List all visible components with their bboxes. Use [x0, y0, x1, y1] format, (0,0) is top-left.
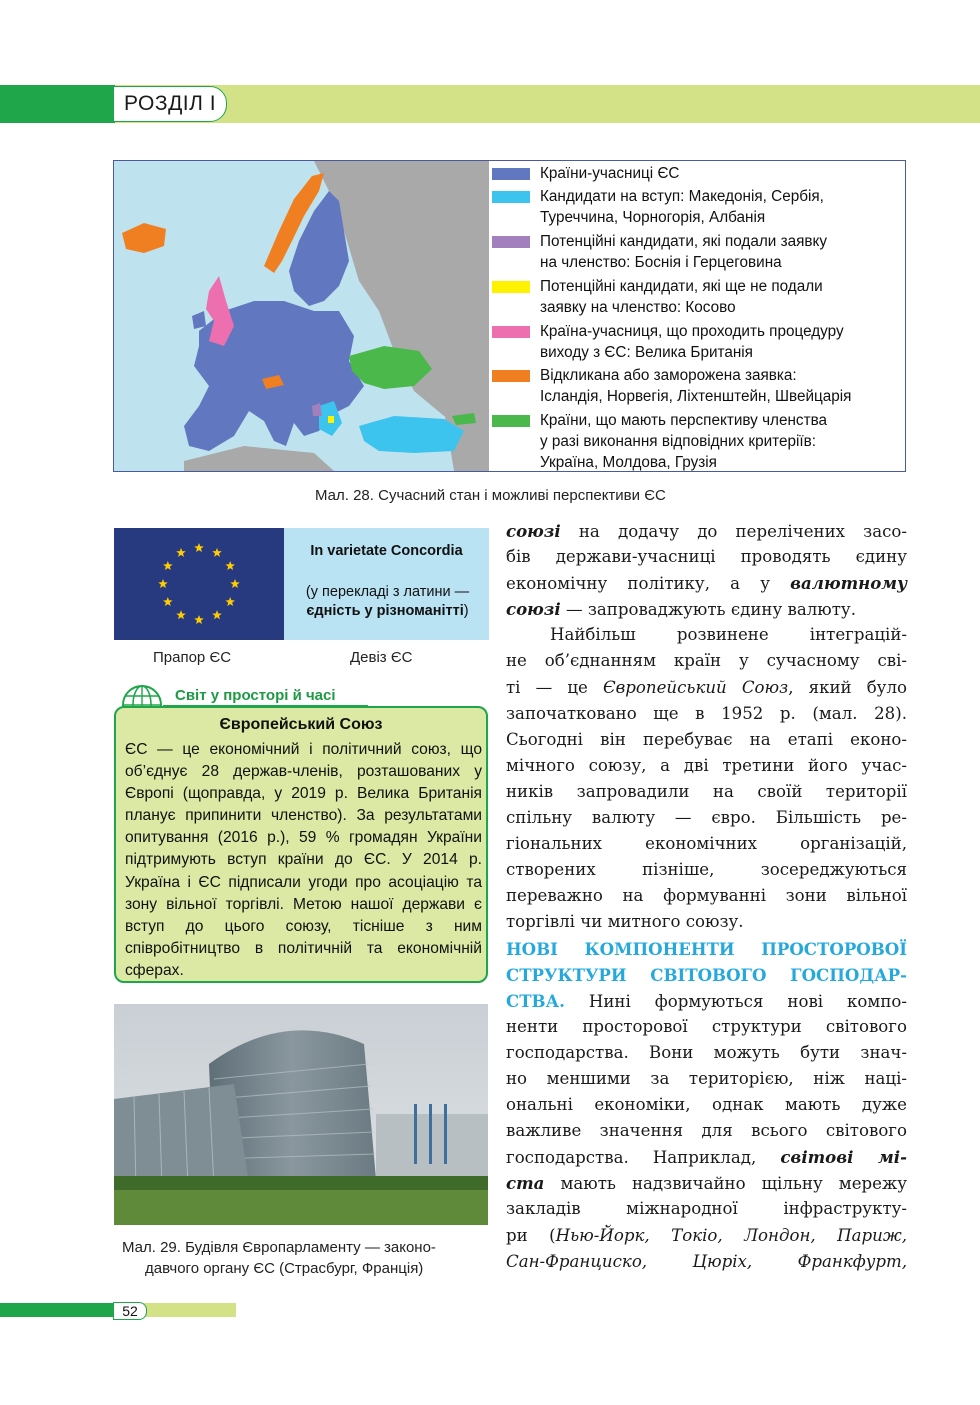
text-line: гіональних економічних організацій, — [506, 834, 907, 854]
text-line: бів держави-учасниці проводять єдину — [506, 547, 907, 567]
text-line: господарства. Наприклад, світові мі- — [506, 1147, 907, 1168]
section-heading: СТРУКТУРИ СВІТОВОГО ГОСПОДАР- — [506, 964, 907, 985]
legend-label: Кандидати на вступ: Македонія, Сербія, Туреччина, Чорногорія, Албанія — [540, 188, 824, 226]
eu-map-figure — [113, 160, 906, 472]
flag-caption: Прапор ЄС — [153, 649, 232, 666]
text-line: ників запровадили на своїй території — [506, 781, 907, 801]
eu-flag-stars — [114, 528, 284, 640]
text-line: СТВА. Нині формуються нові компо- — [506, 990, 907, 1011]
legend-label: Відкликана або заморожена заявка: Ісландія, Норвегія, Ліхтенштейн, Швейцарія — [540, 367, 852, 405]
motto-note-suffix: ) — [463, 603, 469, 619]
legend-swatch — [492, 191, 530, 203]
flag-star — [163, 597, 173, 606]
legend-swatch — [492, 326, 530, 338]
main-text-column — [506, 518, 907, 1275]
legend-swatch — [492, 281, 530, 293]
text-line: ненти просторової структури світового — [506, 1016, 907, 1036]
section-heading: НОВІ КОМПОНЕНТИ ПРОСТОРОВОЇ — [506, 938, 907, 959]
legend-label: Країни, що мають перспективу членства у разі виконання відповідних критеріїв: Україна, Молдова, Грузія — [540, 412, 828, 471]
europe-map-image — [114, 161, 489, 471]
text-line: ональні економіки, однак мають дуже — [506, 1095, 907, 1115]
motto-note-prefix: (у перекладі з латини — — [305, 584, 470, 600]
motto-box — [284, 528, 489, 640]
flag-star — [163, 561, 173, 570]
legend-label: Країни-учасниці ЄС — [540, 165, 680, 182]
sidebar-header: Світ у просторі й часі — [175, 687, 336, 704]
info-box — [114, 706, 488, 983]
text-line: переважно на формуванні зони вільної — [506, 886, 907, 906]
text-line: важливе значення для всього світового — [506, 1121, 907, 1141]
flag-star — [194, 615, 204, 624]
text-line: створених пізніше, зосереджуються — [506, 860, 907, 880]
text-line: господарства. Вони можуть бути знач- — [506, 1042, 907, 1062]
motto-translation — [290, 583, 485, 621]
text-line: спільну валюту — євро. Більшість ре- — [506, 808, 907, 828]
eu-flag — [114, 528, 284, 640]
photo-caption-line2: давчого органу ЄС (Страсбург, Франція) — [145, 1260, 424, 1277]
text-line: Сьогодні він перебуває на етапі еконо- — [506, 729, 907, 749]
flag-star — [176, 610, 186, 619]
text-line: ри (Нью-Йорк, Токіо, Лондон, Париж, — [506, 1225, 907, 1245]
text-line: ста мають надзвичайно щільну мережу — [506, 1173, 907, 1194]
page-number: 52 — [113, 1302, 147, 1320]
text-line: ті — це Європейський Союз, який було — [506, 677, 907, 697]
european-parliament-photo — [114, 1004, 488, 1225]
footer-accent — [0, 1303, 116, 1317]
legend-swatch — [492, 415, 530, 427]
text-line: започатковано ще в 1952 р. (мал. 28). — [506, 703, 907, 723]
text-line: не об’єднанням країн у сучасному сві- — [506, 651, 907, 671]
legend-label: Країна-учасниця, що проходить процедуру виходу з ЄС: Велика Британія — [540, 323, 844, 361]
flag-star — [212, 610, 222, 619]
info-box-title: Європейський Союз — [219, 716, 383, 733]
flag-star — [176, 548, 186, 557]
header-accent — [0, 85, 115, 123]
section-label: РОЗДІЛ І — [113, 86, 227, 122]
motto-title: In varietate Concordia — [310, 543, 463, 559]
info-box-body: ЄС — це економічний і політичний союз, що об’єднує 28 держав-членів, розташованих у Європі (щоправда, у 2019 р. Велика Британія планує припинити членство). За результатами опитування (2016 р.), 59 % громадян України підтримують вступ країни до ЄС. У 2014 р. Україна і ЄС підписали угоди про асоціацію та зону вільної торгівлі. Метою нашої держави є вступ до цього союзу, тісніше з ним співробітництво в політичній та економічній сферах. — [125, 741, 482, 979]
flag-star — [230, 579, 240, 588]
text-line: Найбільш розвинене інтеграцій- — [550, 625, 907, 645]
text-line: союзі на додачу до перелічених засо- — [506, 521, 907, 541]
legend-swatch — [492, 370, 530, 382]
map-caption: Мал. 28. Сучасний стан і можливі перспективи ЄС — [315, 487, 666, 504]
map-legend — [489, 161, 906, 471]
text-line: закладів міжнародної інфраструкту- — [506, 1199, 907, 1219]
text-line: мічного союзу, а дві третини його учас- — [506, 755, 907, 775]
legend-label: Потенційні кандидати, які ще не подали заявку на членство: Косово — [540, 278, 823, 316]
photo-caption-line1: Мал. 29. Будівля Європарламенту — законо- — [122, 1239, 436, 1256]
text-line: економічну політику, а у валютному — [506, 573, 907, 594]
legend-swatch — [492, 168, 530, 180]
flag-star — [212, 548, 222, 557]
legend-label: Потенційні кандидати, які подали заявку на членство: Боснія і Герцеговина — [540, 233, 828, 271]
text-line: торгівлі чи митного союзу. — [506, 912, 744, 932]
flag-star — [225, 597, 235, 606]
text-line: Сан-Франциско, Цюріх, Франкфурт, — [506, 1251, 907, 1271]
flag-star — [225, 561, 235, 570]
motto-note-bold: єдність у різноманітті — [306, 603, 464, 619]
text-line: но меншими за територією, ніж наці- — [506, 1068, 907, 1088]
text-line: союзі — запроваджують єдину валюту. — [506, 599, 856, 620]
motto-caption: Девіз ЄС — [350, 649, 413, 666]
legend-swatch — [492, 236, 530, 248]
flag-star — [158, 579, 168, 588]
flag-star — [194, 543, 204, 552]
